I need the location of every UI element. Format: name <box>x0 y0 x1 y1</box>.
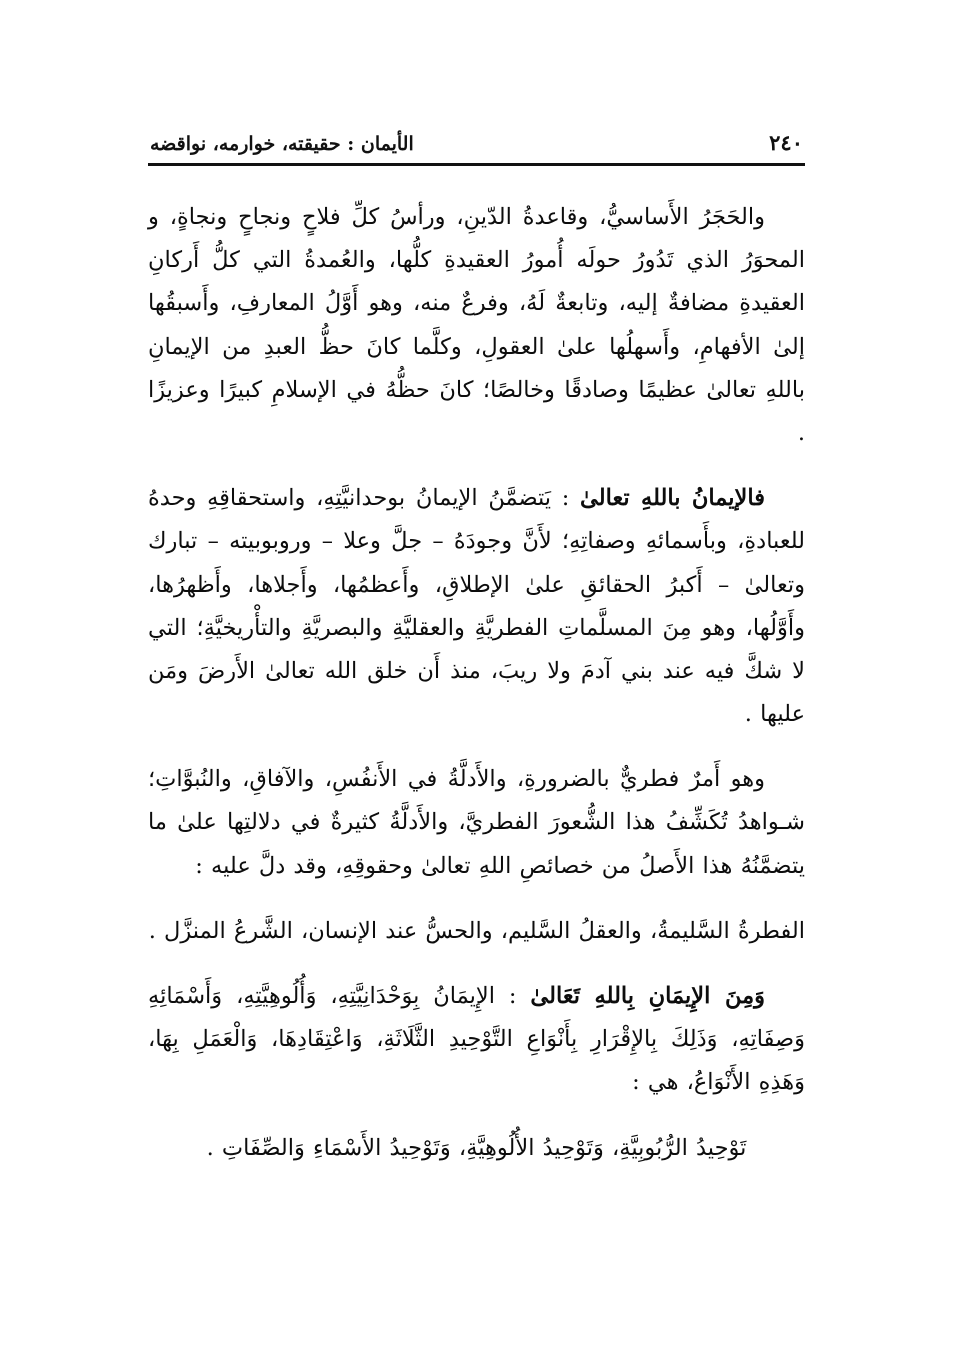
paragraph-5-text: : الإِيمَانُ بِوَحْدَانِيَّتِهِ، وَأُلُوهِيَّتِهِ، وَأَسْمَائِهِ وَصِفَاتِهِ، وَذَلِكَ بِالإِقْرَارِ بِأَنْوَاعِ التَّوْحِيدِ الثَّلَاثَةِ، وَاعْتِقَادِهَا، وَالْعَمَلِ بِهَا، وَهَذِهِ الأَنْوَاعُ، هي : <box>148 983 805 1096</box>
page-number: ٢٤٠ <box>769 130 803 155</box>
paragraph-5-lead: وَمِنَ الإِيمَانِ بِاللهِ تَعَالىٰ <box>530 983 765 1009</box>
paragraph-5 <box>148 975 805 1105</box>
book-title: الأيمان : حقيقته، خوارمه، نواقضه <box>150 133 414 155</box>
page-body <box>148 196 805 1170</box>
paragraph-1: والحَجَرُ الأَساسيُّ، وقاعدةُ الدّينِ، ورأسُ كلِّ فلاحٍ ونجاحٍ ونجاةٍ، و المحوَرُ الذي تَدُورُ حولَه أُمورُ العقيدةِ كلُّها، والعُمدةُ التي كلُّ أَركانِ العقيدةِ مضافةٌ إليه، وتابعةٌ لَهُ، وفرعٌ منه، وهو أَوَّلُ المعارفِ، وأَسبقُها إلىٰ الأفهامِ، وأَسهلُها علىٰ العقولِ، وكلَّما كانَ حظُّ العبدِ من الإيمانِ باللهِ تعالىٰ عظيمًا وصادقًا وخالصًا؛ كانَ حظُّهُ في الإسلامِ كبيرًا وعزيزًا . <box>148 204 805 446</box>
paragraph-6: تَوْحِيدُ الرُّبُوبِيَّةِ، وَتَوْحِيدُ الأُلُوهِيَّةِ، وَتَوْحِيدُ الأَسْمَاءِ وَالصِّفَاتِ . <box>206 1134 747 1161</box>
paragraph-2-text: : يَتضمَّنُ الإيمانُ بوحدانيَّتِهِ، واستحقاقِهِ وحدهُ للعبادةِ، وبأَسمائهِ وصفاتِهِ؛ لأَنَّ وجودَهُ – جلَّ وعلا – وروبوبيته – تبارك وتعالىٰ – أَكبرُ الحقائقِ علىٰ الإطلاقِ، وأَعظمُها، وأَجلاها، وأَظهرُها، وأَوَّلُها، وهو مِنَ المسلَّماتِ الفطريَّةِ والعقليَّةِ والبصريَّةِ والتأْريخيَّةِ؛ التي لا شكَّ فيه عند بني آدمَ ولا ريبَ، منذ أَن خلق الله تعالىٰ الأَرضَ ومَن عليها . <box>148 485 805 728</box>
header-rule <box>148 163 805 166</box>
paragraph-2 <box>148 477 805 736</box>
running-head <box>148 130 805 161</box>
paragraph-2-lead: فالإيمانُ باللهِ تعالىٰ <box>580 485 765 512</box>
paragraph-4: الفطرةُ السَّليمةُ، والعقلُ السَّليم، والحسُّ عند الإنسان، الشَّرعُ المنزَّل . <box>148 917 805 944</box>
paragraph-3: وهو أَمرٌ فطريٌّ بالضرورةِ، والأَدلَّةُ في الأَنفُسِ، والآفاقِ، والنُبوَّاتِ؛ شـواهدُ تُكَشِّفُ هذا الشُّعورَ الفطريَّ، والأَدلَّةُ كثيرةٌ في دلالتِها علىٰ ما يتضمَّنُهُ هذا الأَصلُ من خصائصِ اللهِ تعالىٰ وحقوقِهِ، وقد دلَّ عليه : <box>148 766 805 879</box>
